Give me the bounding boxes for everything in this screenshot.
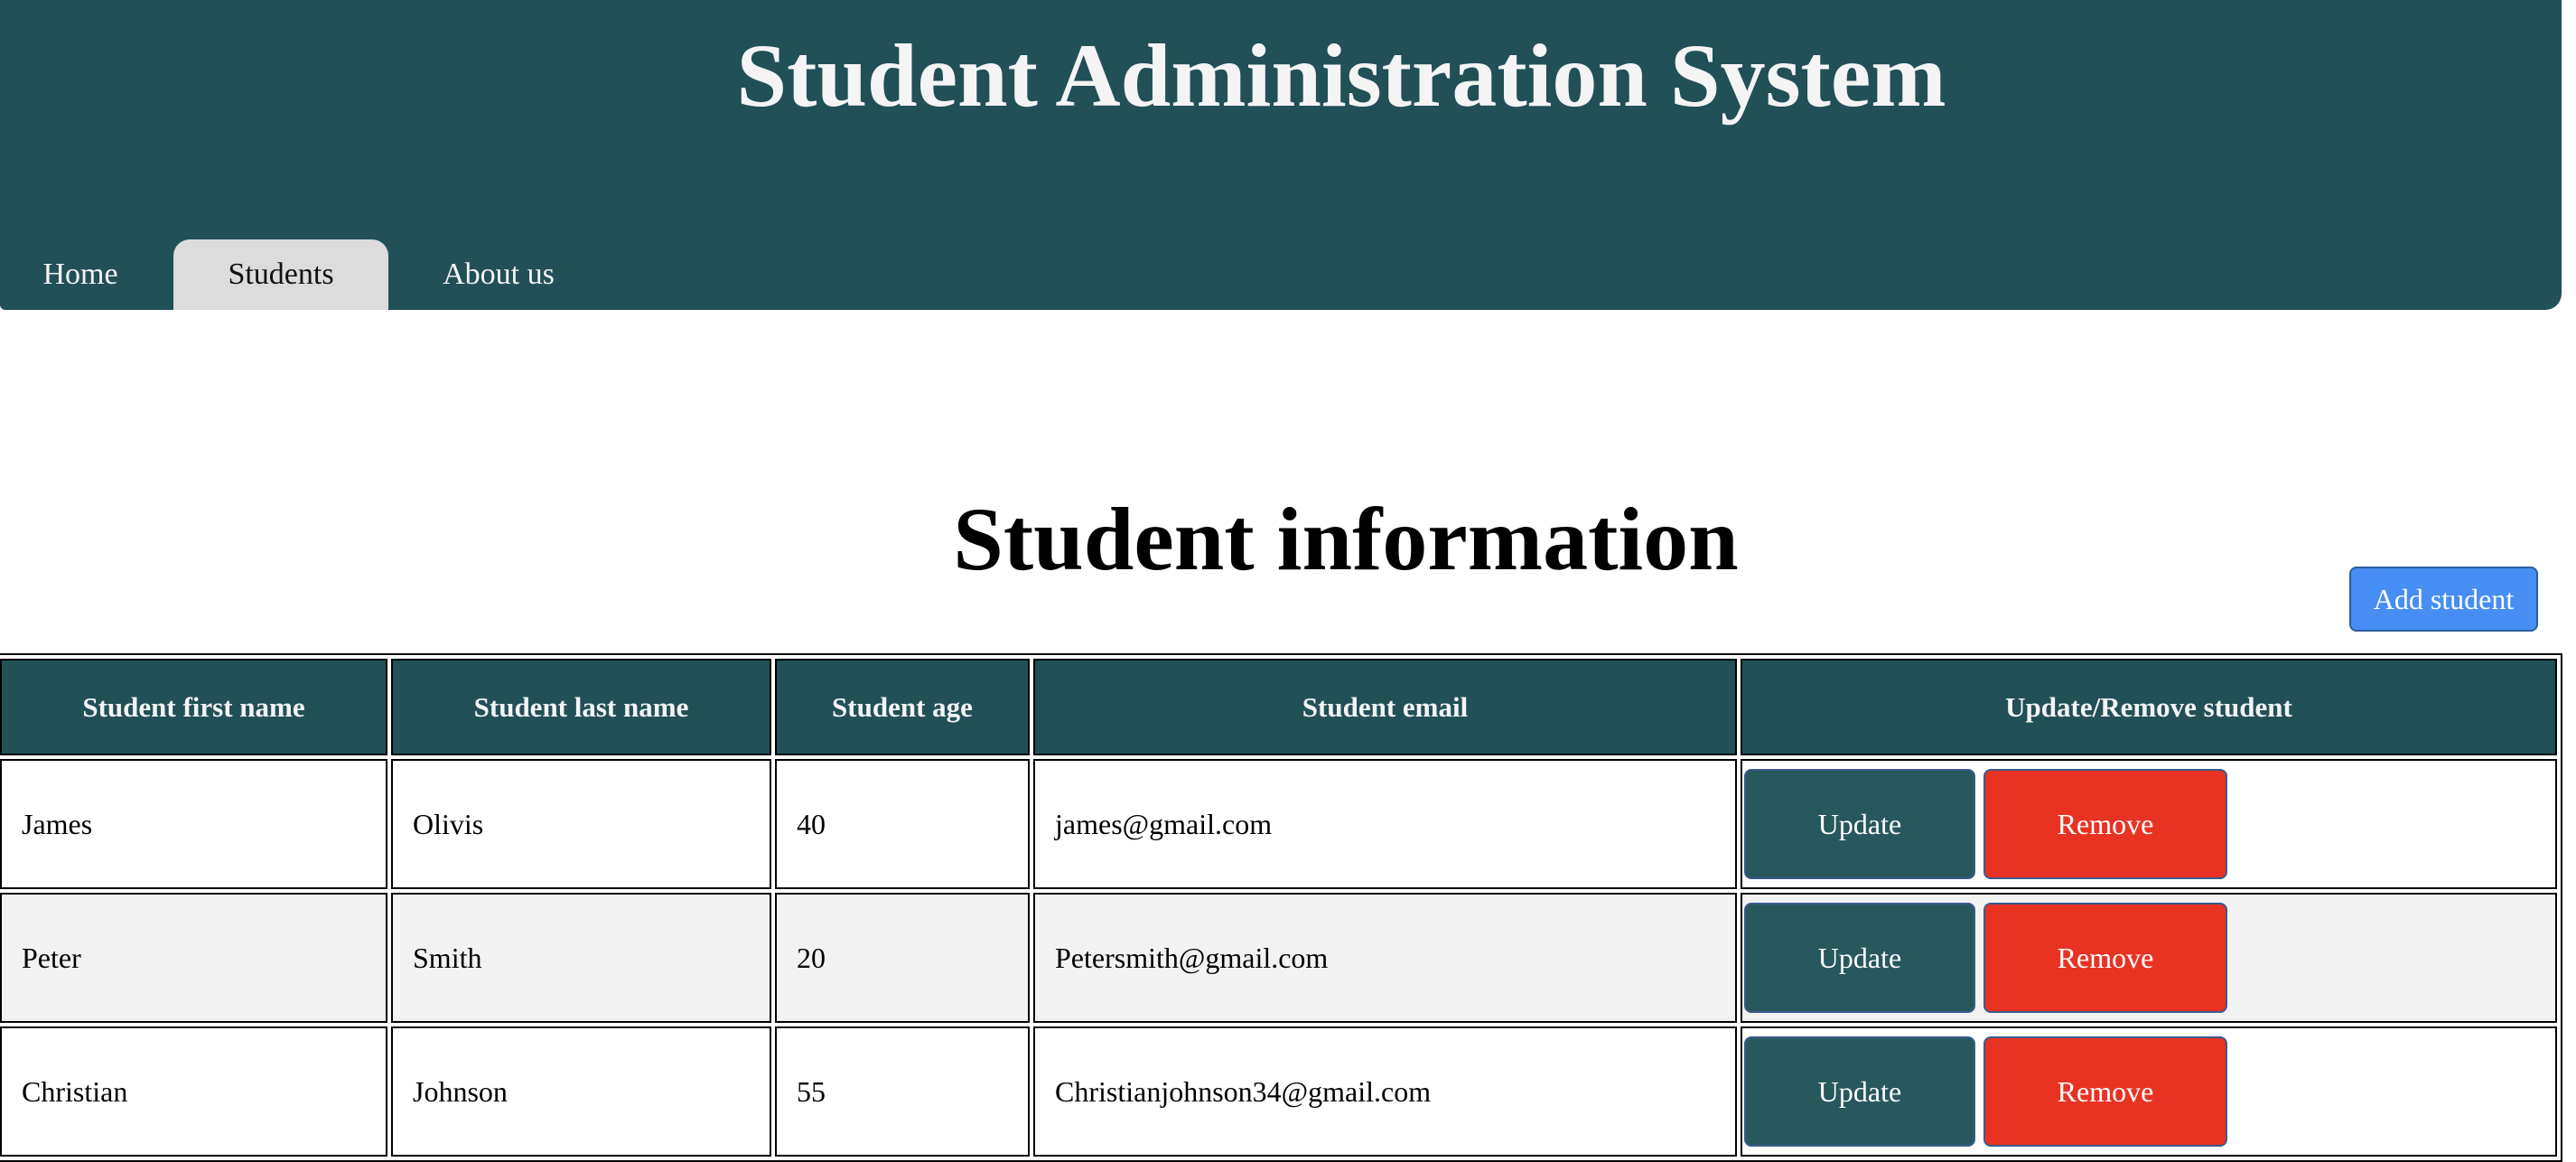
cell-age: 40 [775, 759, 1030, 889]
update-button[interactable]: Update [1744, 769, 1975, 879]
app-header [0, 0, 2562, 310]
column-header-email: Student email [1033, 659, 1737, 755]
remove-button[interactable]: Remove [1983, 769, 2227, 879]
row-actions [1742, 769, 2555, 879]
table-row [0, 1026, 2557, 1157]
column-header-first-name: Student first name [0, 659, 387, 755]
update-button[interactable]: Update [1744, 903, 1975, 1013]
column-header-actions: Update/Remove student [1741, 659, 2557, 755]
row-actions [1742, 1036, 2555, 1147]
nav-students[interactable]: Students [173, 239, 388, 310]
update-button[interactable]: Update [1744, 1036, 1975, 1147]
table-row [0, 893, 2557, 1023]
cell-actions [1741, 1026, 2557, 1157]
students-table [0, 653, 2562, 1162]
cell-email: Christianjohnson34@gmail.com [1033, 1026, 1737, 1157]
nav-about-us[interactable]: About us [443, 258, 555, 291]
row-actions [1742, 903, 2555, 1013]
remove-button[interactable]: Remove [1983, 1036, 2227, 1147]
app-title: Student Administration System [736, 25, 1946, 126]
cell-first-name: Peter [0, 893, 387, 1023]
cell-age: 20 [775, 893, 1030, 1023]
cell-age: 55 [775, 1026, 1030, 1157]
page-heading: Student information [953, 489, 1739, 589]
add-student-button[interactable]: Add student [2349, 567, 2538, 632]
table-row [0, 759, 2557, 889]
remove-button[interactable]: Remove [1983, 903, 2227, 1013]
nav-home[interactable]: Home [42, 258, 118, 291]
cell-last-name: Olivis [391, 759, 771, 889]
cell-actions [1741, 759, 2557, 889]
column-header-age: Student age [775, 659, 1030, 755]
cell-email: james@gmail.com [1033, 759, 1737, 889]
cell-first-name: Christian [0, 1026, 387, 1157]
column-header-last-name: Student last name [391, 659, 771, 755]
cell-last-name: Smith [391, 893, 771, 1023]
cell-email: Petersmith@gmail.com [1033, 893, 1737, 1023]
table-header-row [0, 659, 2557, 755]
cell-first-name: James [0, 759, 387, 889]
cell-last-name: Johnson [391, 1026, 771, 1157]
cell-actions [1741, 893, 2557, 1023]
